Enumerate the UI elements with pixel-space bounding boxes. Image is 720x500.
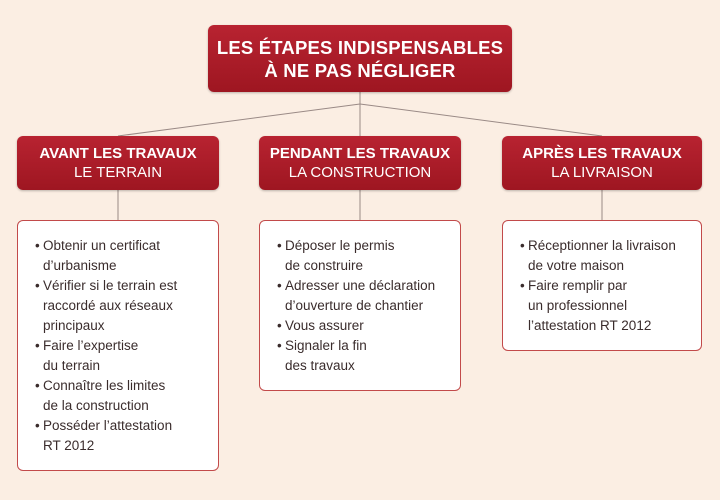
list-item: • Réceptionner la livraison de votre maison [520, 236, 691, 276]
column-heading-title: AVANT LES TRAVAUX [39, 145, 197, 162]
column-heading-subtitle: LA LIVRAISON [551, 164, 653, 181]
main-title-box [208, 25, 512, 92]
list-item: • Faire remplir par un professionnel l’attestation RT 2012 [520, 276, 691, 336]
column-heading-pendant [259, 136, 461, 190]
list-item: • Posséder l’attestation RT 2012 [35, 416, 208, 456]
main-title-line-1: LES ÉTAPES INDISPENSABLES [216, 36, 504, 58]
steps-list-apres [502, 220, 702, 351]
column-heading-subtitle: LE TERRAIN [73, 164, 163, 181]
main-title-line-2: À NE PAS NÉGLIGER [264, 59, 456, 81]
list-item: • Vérifier si le terrain est raccordé aux réseaux principaux [35, 276, 208, 336]
steps-list-pendant [259, 220, 461, 391]
list-item: • Adresser une déclaration d’ouverture de chantier [277, 276, 450, 316]
list-item: • Vous assurer [277, 316, 450, 336]
list-item: • Déposer le permis de construire [277, 236, 450, 276]
list-item: • Connaître les limites de la construction [35, 376, 208, 416]
list-item: • Faire l’expertise du terrain [35, 336, 208, 376]
column-heading-apres [502, 136, 702, 190]
steps-list-avant [17, 220, 219, 471]
column-heading-title: PENDANT LES TRAVAUX [269, 145, 451, 162]
list-item: • Obtenir un certificat d’urbanisme [35, 236, 208, 276]
column-heading-subtitle: LA CONSTRUCTION [288, 164, 432, 181]
column-heading-avant [17, 136, 219, 190]
list-item: • Signaler la fin des travaux [277, 336, 450, 376]
column-heading-title: APRÈS LES TRAVAUX [522, 145, 682, 162]
